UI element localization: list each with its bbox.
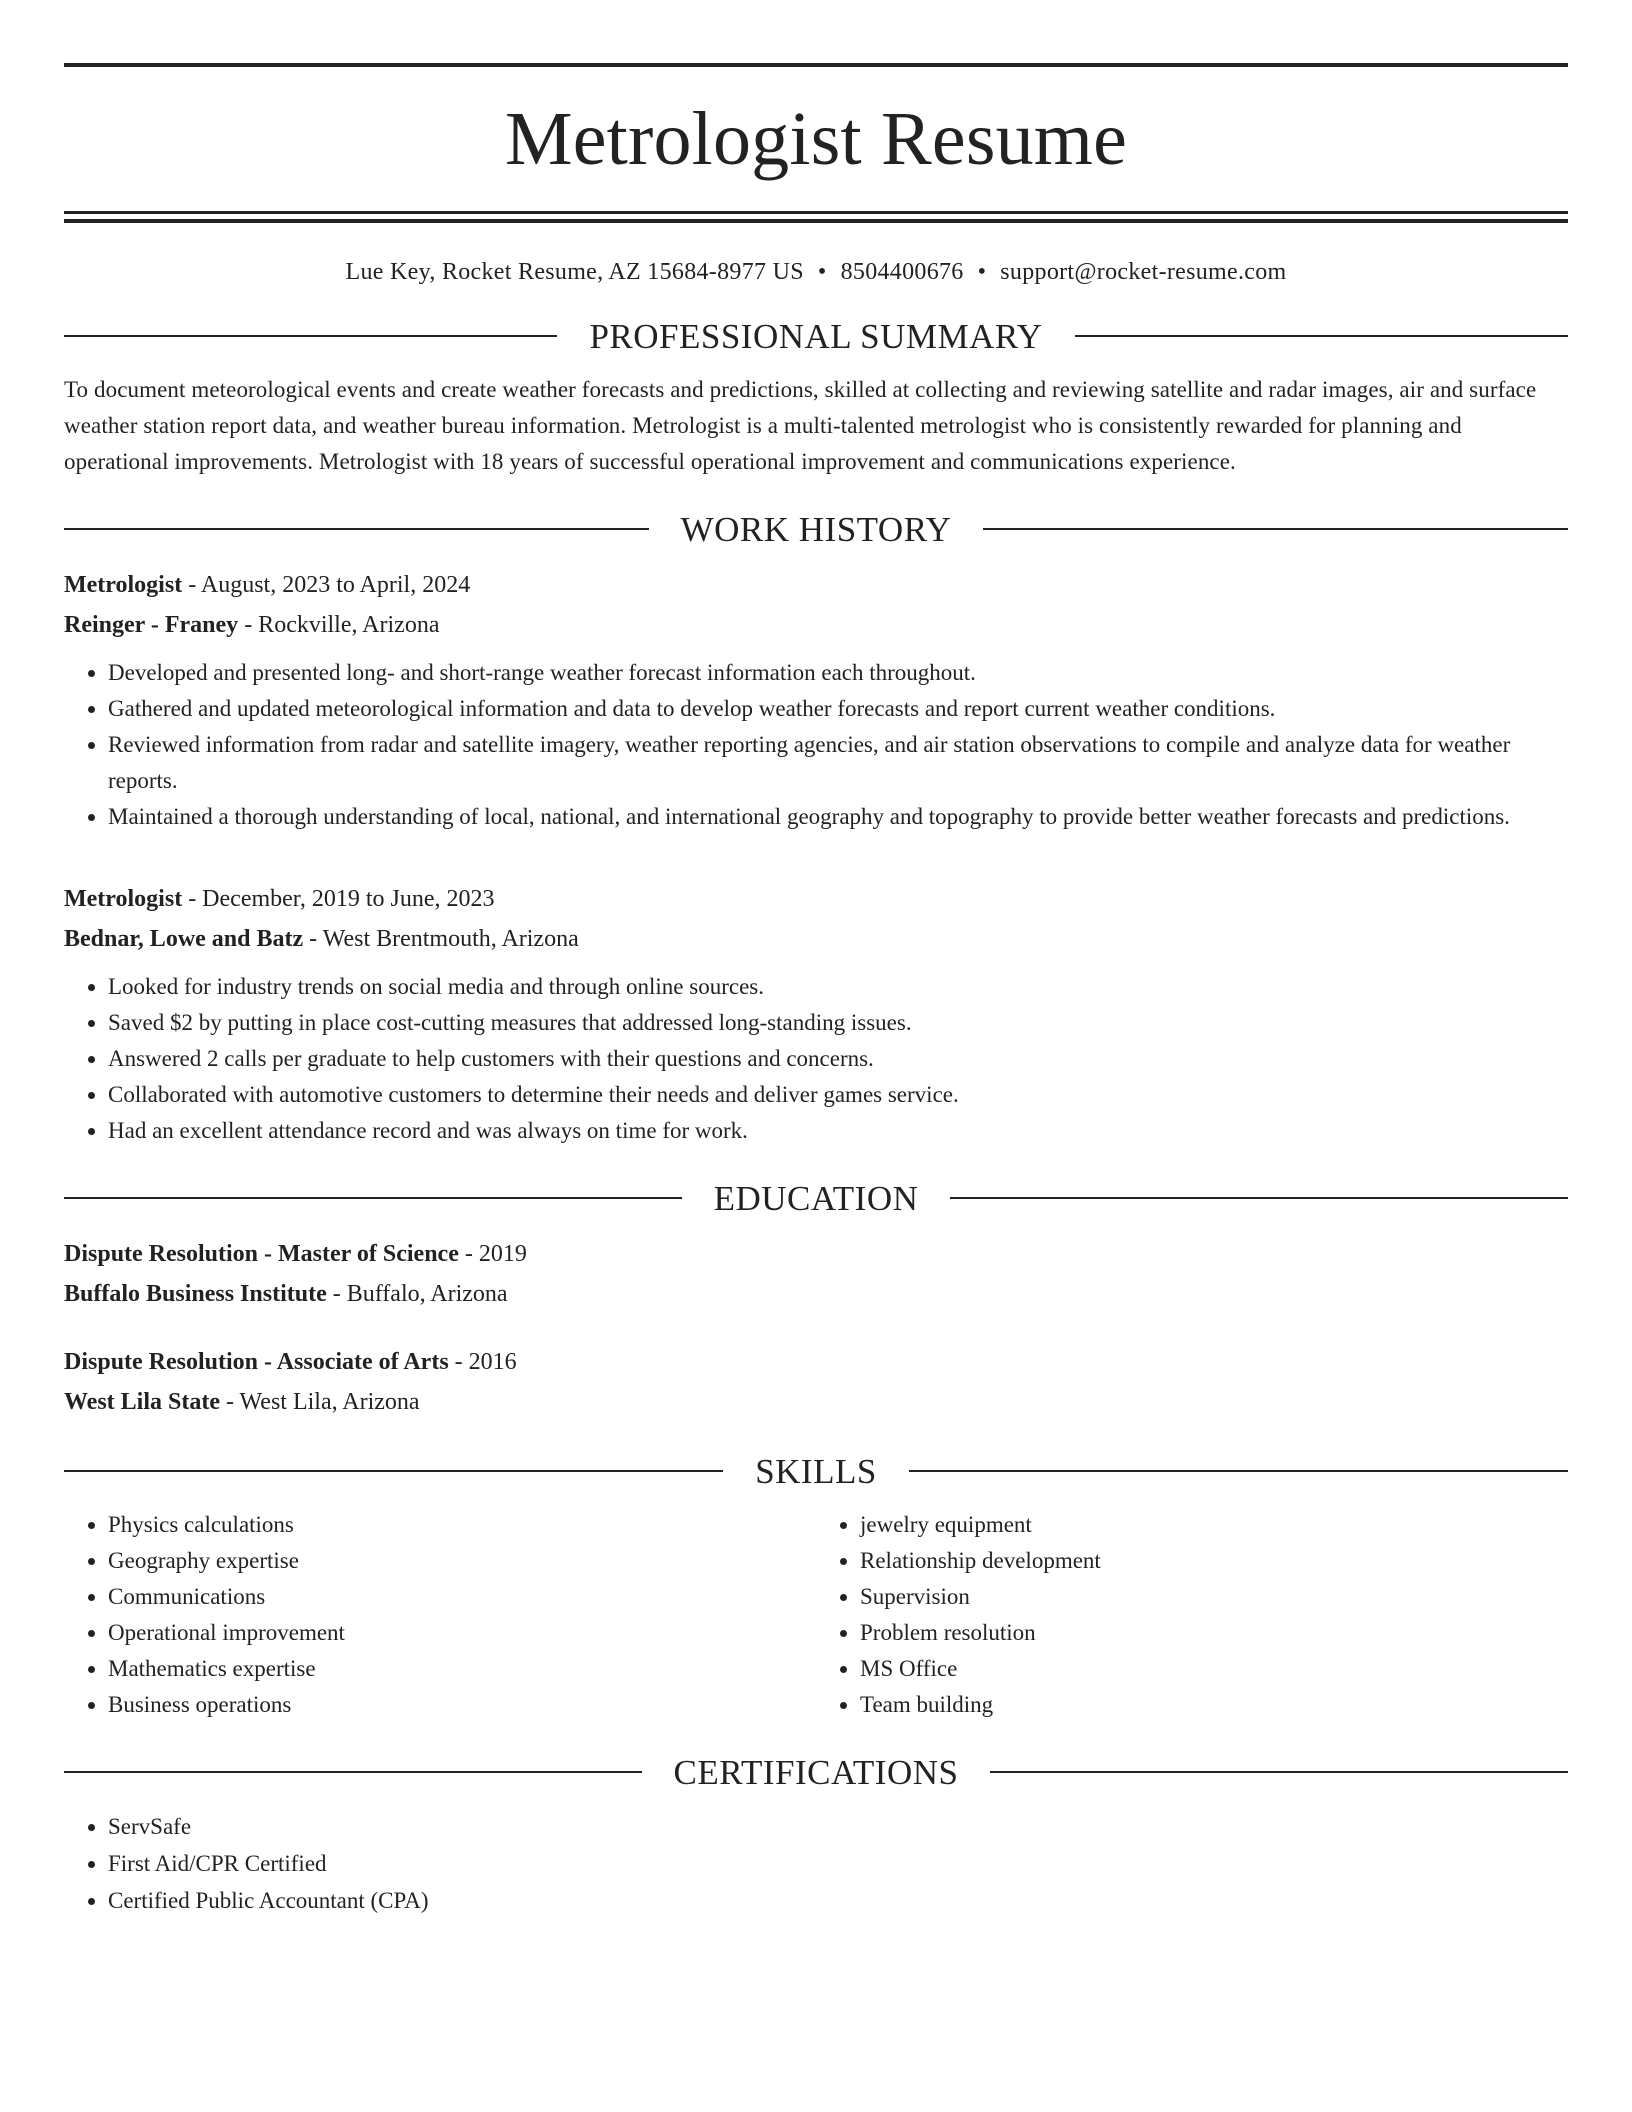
list-item: • Geography expertise (108, 1543, 816, 1579)
school: Buffalo Business Institute (64, 1280, 327, 1307)
job-title: Metrologist (64, 885, 183, 912)
job-title: Metrologist (64, 571, 183, 598)
section-title: WORK HISTORY (680, 509, 952, 549)
list-item: • Looked for industry trends on social media and through online sources. (108, 969, 1568, 1005)
contact-separator: • (977, 259, 987, 285)
section-rule (1075, 335, 1568, 337)
job-bullets (64, 655, 1568, 835)
list-item: • Supervision (860, 1579, 1568, 1615)
list-item: • Had an excellent attendance record and was always on time for work. (108, 1113, 1568, 1149)
section-rule (950, 1197, 1568, 1199)
list-item: • Answered 2 calls per graduate to help customers with their questions and concerns. (108, 1041, 1568, 1077)
section-header-education (64, 1178, 1568, 1218)
skills-left-column (64, 1507, 816, 1723)
list-item: • ServSafe (108, 1808, 1568, 1845)
list-item: • Team building (860, 1687, 1568, 1723)
school-location: - West Lila, Arizona (220, 1388, 420, 1415)
job-bullets (64, 969, 1568, 1149)
list-item: • Maintained a thorough understanding of local, national, and international geography and topography to provide better weather forecasts and predictions. (108, 799, 1568, 835)
list-item: • Problem resolution (860, 1615, 1568, 1651)
section-rule (64, 335, 557, 337)
contact-separator: • (817, 259, 827, 285)
summary-text: To document meteorological events and create weather forecasts and predictions, skilled at collecting and reviewing satellite and radar images, air and surface weather station report data, and weather bureau information. Metrologist is a multi-talented metrologist who is consistently rewarded for planning and operational improvements. Metrologist with 18 years of successful operational improvement and communications experience. (64, 376, 1537, 474)
section-header-summary (64, 316, 1568, 356)
list-item: • Saved $2 by putting in place cost-cutting measures that addressed long-standing issues. (108, 1005, 1568, 1041)
education-entry (64, 1234, 1568, 1314)
contact-phone: 8504400676 (840, 259, 964, 285)
job-dates: - December, 2019 to June, 2023 (182, 885, 495, 912)
degree-year: - 2016 (448, 1348, 517, 1375)
job-title-line (64, 565, 1568, 605)
job-location: - Rockville, Arizona (238, 611, 440, 638)
contact-line (64, 258, 1568, 287)
section-rule (990, 1771, 1568, 1773)
job-title-line (64, 879, 1568, 919)
job-location: - West Brentmouth, Arizona (303, 925, 579, 952)
education-entry (64, 1342, 1568, 1422)
section-rule (64, 1197, 682, 1199)
school-location: - Buffalo, Arizona (326, 1280, 508, 1307)
list-item: • Business operations (108, 1687, 816, 1723)
section-rule (983, 528, 1568, 530)
job-company-line (64, 605, 1568, 645)
job-dates: - August, 2023 to April, 2024 (182, 571, 471, 598)
top-rule (64, 63, 1568, 67)
list-item: • Physics calculations (108, 1507, 816, 1543)
job-company: Reinger - Franey (64, 611, 239, 638)
section-title: CERTIFICATIONS (673, 1752, 959, 1792)
list-item: • Certified Public Accountant (CPA) (108, 1882, 1568, 1919)
contact-email: support@rocket-resume.com (1000, 259, 1287, 285)
degree: Dispute Resolution - Associate of Arts (64, 1348, 449, 1375)
section-rule (64, 1470, 723, 1472)
job-company: Bednar, Lowe and Batz (64, 925, 304, 952)
section-header-work-history (64, 509, 1568, 549)
degree-year: - 2019 (458, 1240, 527, 1267)
list-item: • MS Office (860, 1651, 1568, 1687)
list-item: • Relationship development (860, 1543, 1568, 1579)
job-entry (64, 879, 1568, 1149)
degree: Dispute Resolution - Master of Science (64, 1240, 459, 1267)
degree-line (64, 1234, 1568, 1274)
list-item: • Developed and presented long- and short-range weather forecast information each throughout. (108, 655, 1568, 691)
list-item: • jewelry equipment (860, 1507, 1568, 1543)
list-item: • Reviewed information from radar and satellite imagery, weather reporting agencies, and air station observations to compile and analyze data for weather reports. (108, 727, 1568, 799)
section-rule (64, 1771, 642, 1773)
section-rule (909, 1470, 1568, 1472)
skills-columns (64, 1507, 1568, 1723)
section-title: PROFESSIONAL SUMMARY (589, 316, 1043, 356)
spacer (64, 853, 1568, 879)
section-header-certifications (64, 1752, 1568, 1792)
section-title: SKILLS (755, 1451, 877, 1491)
degree-line (64, 1342, 1568, 1382)
section-header-skills (64, 1451, 1568, 1491)
skills-right-column (816, 1507, 1568, 1723)
section-rule (64, 528, 649, 530)
job-company-line (64, 919, 1568, 959)
list-item: • Mathematics expertise (108, 1651, 816, 1687)
certifications-items (64, 1808, 1568, 1919)
list-item: • Collaborated with automotive customers to determine their needs and deliver games service. (108, 1077, 1568, 1113)
list-item: • Gathered and updated meteorological information and data to develop weather forecasts and report current weather conditions. (108, 691, 1568, 727)
contact-address: Lue Key, Rocket Resume, AZ 15684-8977 US (345, 259, 804, 285)
list-item: • First Aid/CPR Certified (108, 1845, 1568, 1882)
list-item: • Operational improvement (108, 1615, 816, 1651)
school: West Lila State (64, 1388, 220, 1415)
school-line (64, 1382, 1568, 1422)
job-entry (64, 565, 1568, 835)
title-double-rule (64, 211, 1568, 223)
certifications-list (64, 1808, 1568, 1919)
page-title: Metrologist Resume (504, 97, 1128, 181)
section-title: EDUCATION (713, 1178, 919, 1218)
list-item: • Communications (108, 1579, 816, 1615)
school-line (64, 1274, 1568, 1314)
